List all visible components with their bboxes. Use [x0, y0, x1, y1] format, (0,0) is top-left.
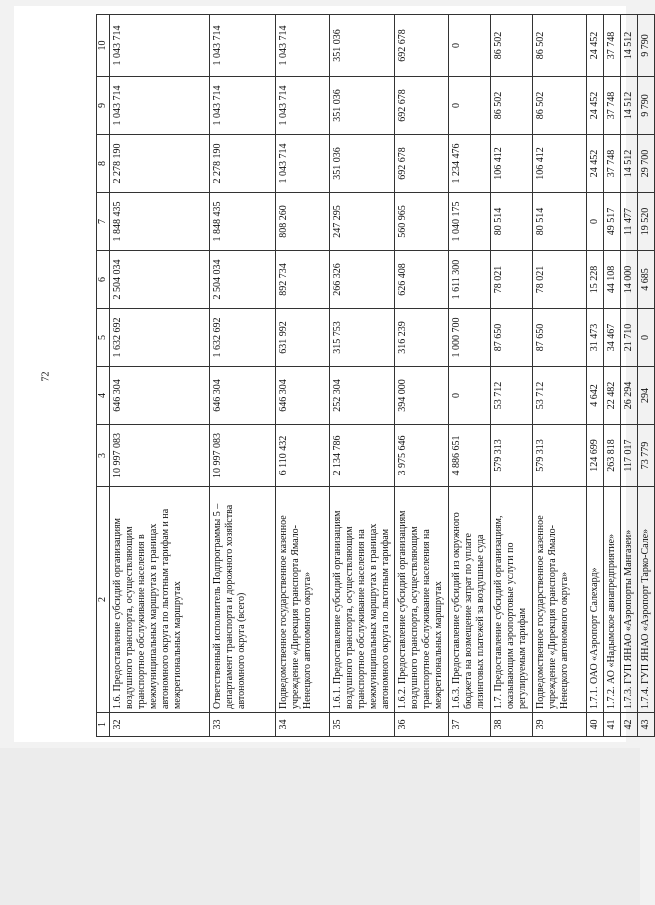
- table-row: [449, 15, 491, 737]
- value-cell: 626 408: [395, 251, 449, 309]
- value-cell: 21 710: [621, 309, 638, 367]
- value-cell: 11 477: [621, 193, 638, 251]
- value-cell: 9 790: [638, 77, 655, 135]
- row-number: 36: [395, 713, 449, 737]
- value-cell: 2 134 786: [330, 425, 395, 487]
- value-cell: 4 886 651: [449, 425, 491, 487]
- table-row: [491, 15, 533, 737]
- value-cell: 14 000: [621, 251, 638, 309]
- row-description: 1.6.1. Предоставление субсидий организациям воздушного транспорта, осуществляющим транспортное обслуживание населения на межмуниципальных маршрутах в границах автономного округа по льготным тарифам: [330, 487, 395, 713]
- value-cell: 294: [638, 367, 655, 425]
- value-cell: 1 043 714: [276, 135, 330, 193]
- value-cell: 1 040 175: [449, 193, 491, 251]
- table-row: [276, 15, 330, 737]
- value-cell: 692 678: [395, 135, 449, 193]
- value-cell: 73 779: [638, 425, 655, 487]
- value-cell: 1 234 476: [449, 135, 491, 193]
- value-cell: 87 650: [533, 309, 587, 367]
- value-cell: 692 678: [395, 15, 449, 77]
- page-number: 72: [40, 371, 52, 382]
- row-number: 35: [330, 713, 395, 737]
- value-cell: 560 965: [395, 193, 449, 251]
- column-header: 6: [97, 251, 110, 309]
- value-cell: 2 278 190: [110, 135, 210, 193]
- value-cell: 86 502: [491, 15, 533, 77]
- value-cell: 579 313: [491, 425, 533, 487]
- value-cell: 579 313: [533, 425, 587, 487]
- value-cell: 14 512: [621, 135, 638, 193]
- row-description: Ответственный исполнитель Подпрограммы 5 – департамент транспорта и дорожного хозяйства автономного округа (всего): [210, 487, 276, 713]
- table-row: [638, 15, 655, 737]
- value-cell: 19 520: [638, 193, 655, 251]
- value-cell: 1 848 435: [110, 193, 210, 251]
- value-cell: 37 748: [604, 77, 621, 135]
- value-cell: 0: [638, 309, 655, 367]
- column-header: 10: [97, 15, 110, 77]
- value-cell: 263 818: [604, 425, 621, 487]
- row-number: 32: [110, 713, 210, 737]
- row-description: 1.6.3. Предоставление субсидий из окружного бюджета на возмещение затрат по уплате лизинговых платежей за воздушные суда: [449, 487, 491, 713]
- row-number: 43: [638, 713, 655, 737]
- row-description: 1.7.3. ГУП ЯНАО «Аэропорты Мангазеи»: [621, 487, 638, 713]
- value-cell: 31 473: [587, 309, 604, 367]
- value-cell: 351 036: [330, 135, 395, 193]
- value-cell: 117 017: [621, 425, 638, 487]
- value-cell: 1 043 714: [110, 15, 210, 77]
- value-cell: 808 260: [276, 193, 330, 251]
- row-description: 1.7.1. ОАО «Аэропорт Салехард»: [587, 487, 604, 713]
- value-cell: 10 997 083: [210, 425, 276, 487]
- value-cell: 1 043 714: [276, 77, 330, 135]
- table-row: [395, 15, 449, 737]
- value-cell: 4 642: [587, 367, 604, 425]
- table-row: [533, 15, 587, 737]
- value-cell: 646 304: [210, 367, 276, 425]
- value-cell: 24 452: [587, 135, 604, 193]
- value-cell: 252 304: [330, 367, 395, 425]
- value-cell: 86 502: [533, 77, 587, 135]
- row-description: 1.6. Предоставление субсидий организациям воздушного транспорта, осуществляющим транспортное обслуживание населения в межмуниципальных маршрутах в границах автономного округа по льготным тарифам и на межрегиональных маршрутах: [110, 487, 210, 713]
- header-row: [97, 15, 110, 737]
- row-number: 40: [587, 713, 604, 737]
- value-cell: 29 700: [638, 135, 655, 193]
- row-number: 37: [449, 713, 491, 737]
- value-cell: 37 748: [604, 15, 621, 77]
- value-cell: 316 239: [395, 309, 449, 367]
- row-description: 1.7.4. ГУП ЯНАО «Аэропорт Тарко-Сале»: [638, 487, 655, 713]
- row-number: 39: [533, 713, 587, 737]
- table-row: [330, 15, 395, 737]
- value-cell: 53 712: [533, 367, 587, 425]
- value-cell: 106 412: [533, 135, 587, 193]
- budget-table: [96, 14, 655, 737]
- table-row: [210, 15, 276, 737]
- value-cell: 14 512: [621, 15, 638, 77]
- value-cell: 1 848 435: [210, 193, 276, 251]
- value-cell: 0: [587, 193, 604, 251]
- value-cell: 49 517: [604, 193, 621, 251]
- value-cell: 266 326: [330, 251, 395, 309]
- value-cell: 22 482: [604, 367, 621, 425]
- value-cell: 1 043 714: [210, 77, 276, 135]
- column-header: 4: [97, 367, 110, 425]
- column-header: 7: [97, 193, 110, 251]
- column-header: 1: [97, 713, 110, 737]
- row-number: 41: [604, 713, 621, 737]
- value-cell: 78 021: [491, 251, 533, 309]
- value-cell: 631 992: [276, 309, 330, 367]
- scan-background: [0, 748, 640, 905]
- value-cell: 1 000 700: [449, 309, 491, 367]
- value-cell: 106 412: [491, 135, 533, 193]
- row-number: 33: [210, 713, 276, 737]
- row-number: 34: [276, 713, 330, 737]
- value-cell: 86 502: [533, 15, 587, 77]
- value-cell: 9 790: [638, 15, 655, 77]
- value-cell: 646 304: [276, 367, 330, 425]
- column-header: 8: [97, 135, 110, 193]
- value-cell: 124 699: [587, 425, 604, 487]
- table-row: [587, 15, 604, 737]
- value-cell: 315 753: [330, 309, 395, 367]
- value-cell: 24 452: [587, 15, 604, 77]
- row-description: 1.6.2. Предоставление субсидий организациям воздушного транспорта, осуществляющим транспортное обслуживание населения на межрегиональных маршрутах: [395, 487, 449, 713]
- value-cell: 646 304: [110, 367, 210, 425]
- row-number: 42: [621, 713, 638, 737]
- value-cell: 87 650: [491, 309, 533, 367]
- table-row: [604, 15, 621, 737]
- row-number: 38: [491, 713, 533, 737]
- value-cell: 1 043 714: [210, 15, 276, 77]
- value-cell: 247 295: [330, 193, 395, 251]
- value-cell: 1 611 300: [449, 251, 491, 309]
- value-cell: 14 512: [621, 77, 638, 135]
- value-cell: 0: [449, 77, 491, 135]
- value-cell: 2 504 034: [110, 251, 210, 309]
- row-description: 1.7.2. АО «Надымское авиапредприятие»: [604, 487, 621, 713]
- column-header: 3: [97, 425, 110, 487]
- value-cell: 4 685: [638, 251, 655, 309]
- value-cell: 1 632 692: [110, 309, 210, 367]
- table-row: [621, 15, 638, 737]
- value-cell: 26 294: [621, 367, 638, 425]
- value-cell: 351 036: [330, 77, 395, 135]
- value-cell: 2 504 034: [210, 251, 276, 309]
- value-cell: 2 278 190: [210, 135, 276, 193]
- value-cell: 15 228: [587, 251, 604, 309]
- value-cell: 394 000: [395, 367, 449, 425]
- value-cell: 34 467: [604, 309, 621, 367]
- value-cell: 1 043 714: [110, 77, 210, 135]
- value-cell: 692 678: [395, 77, 449, 135]
- value-cell: 0: [449, 15, 491, 77]
- table-row: [110, 15, 210, 737]
- value-cell: 80 514: [491, 193, 533, 251]
- value-cell: 3 975 646: [395, 425, 449, 487]
- value-cell: 53 712: [491, 367, 533, 425]
- value-cell: 44 108: [604, 251, 621, 309]
- value-cell: 1 043 714: [276, 15, 330, 77]
- value-cell: 892 734: [276, 251, 330, 309]
- value-cell: 1 632 692: [210, 309, 276, 367]
- value-cell: 10 997 083: [110, 425, 210, 487]
- row-description: Подведомственное государственное казенное учреждение «Дирекция транспорта Ямало-Ненецкого автономного округа»: [533, 487, 587, 713]
- column-header: 5: [97, 309, 110, 367]
- row-description: 1.7. Предоставление субсидий организациям, оказывающим аэропортовые услуги по регулируемым тарифам: [491, 487, 533, 713]
- value-cell: 80 514: [533, 193, 587, 251]
- value-cell: 6 110 432: [276, 425, 330, 487]
- column-header: 9: [97, 77, 110, 135]
- rotated-table-wrapper: [96, 15, 651, 737]
- value-cell: 351 036: [330, 15, 395, 77]
- value-cell: 78 021: [533, 251, 587, 309]
- row-description: Подведомственное государственное казенное учреждение «Дирекция транспорта Ямало-Ненецкого автономного округа»: [276, 487, 330, 713]
- value-cell: 37 748: [604, 135, 621, 193]
- value-cell: 24 452: [587, 77, 604, 135]
- column-header: 2: [97, 487, 110, 713]
- value-cell: 0: [449, 367, 491, 425]
- value-cell: 86 502: [491, 77, 533, 135]
